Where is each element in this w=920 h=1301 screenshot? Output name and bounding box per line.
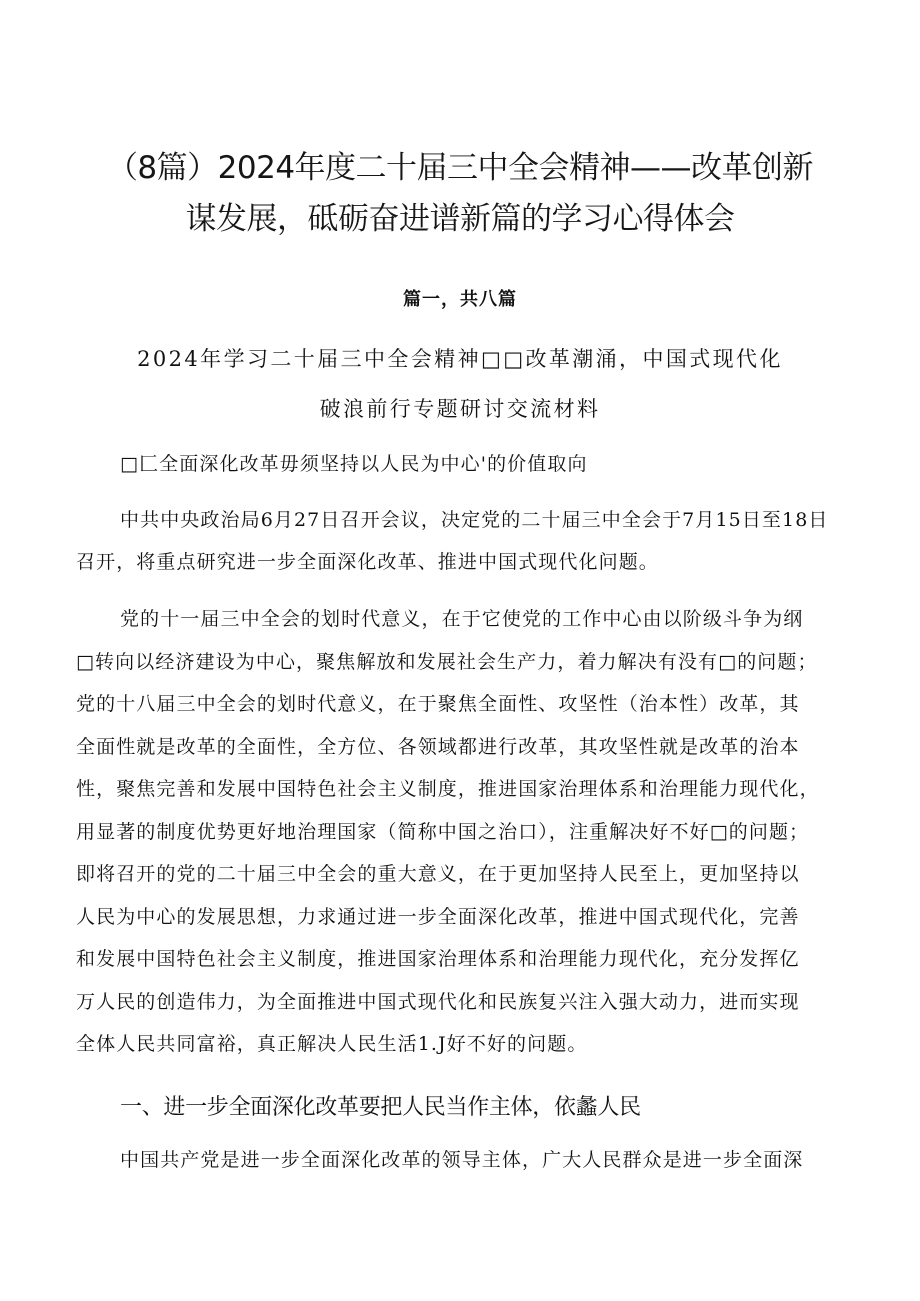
title-line-2: 谋发展，砥砺奋进谱新篇的学习心得体会 [185,200,735,237]
subtitle-line-2: 破浪前行专题研讨交流材料 [319,397,601,421]
paragraph-2-line: 党的十八届三中全会的划时代意义，在于聚焦全面性、攻坚性（治本性）改革，其 [76,693,800,715]
part-label: 篇一，共八篇 [403,289,517,310]
paragraph-2-line: 全面性就是改革的全面性，全方位、各领域都进行改革，其攻坚性就是改革的治本 [76,736,800,758]
paragraph-2-line: 性，聚焦完善和发展中国特色社会主义制度，推进国家治理体系和治理能力现代化， [76,778,820,800]
paragraph-1-line: 召开，将重点研究进一步全面深化改革、推进中国式现代化问题。 [76,551,659,573]
document-title [60,143,860,245]
paragraph-3-line: 中国共产党是进一步全面深化改革的领导主体，广大人民群众是进一步全面深 [120,1149,804,1171]
paragraph-2-line: 即将召开的党的二十届三中全会的重大意义，在于更加坚持人民至上，更加坚持以 [76,863,800,885]
paragraph-2-line: 全体人民共同富裕，真正解决人民生活1.J好不好的问题。 [76,1033,588,1055]
paragraph-2-line: 用显著的制度优势更好地治理国家（简称中国之治口），注重解决好不好□的问题； [76,821,810,843]
paragraph-1-line: 中共中央政治局6月27日召开会议，决定党的二十届三中全会于7月15日至18日 [120,509,829,531]
paragraph-2-line: 万人民的创造伟力，为全面推进中国式现代化和民族复兴注入强大动力，进而实现 [76,991,800,1013]
section-intro: □匚全面深化改革毋须坚持以人民为中心'的价值取向 [120,453,588,475]
paragraph-2-line: 和发展中国特色社会主义制度，推进国家治理体系和治理能力现代化，充分发挥亿 [76,948,800,970]
section-heading-1: 一、进一步全面深化改革要把人民当作主体，依蠡人民 [120,1095,641,1120]
paragraph-2-line: 人民为中心的发展思想，力求通过进一步全面深化改革，推进中国式现代化，完善 [76,906,800,928]
subtitle-line-1: 2024年学习二十届三中全会精神□□改革潮涌，中国式现代化 [137,347,783,371]
paragraph-2-line: □转向以经济建设为中心，聚焦解放和发展社会生产力，着力解决有没有□的问题； [76,651,818,673]
title-line-1: （8篇）2024年度二十届三中全会精神——改革创新 [106,149,814,186]
paragraph-2-line: 党的十一届三中全会的划时代意义，在于它使党的工作中心由以阶级斗争为纲 [120,608,804,630]
